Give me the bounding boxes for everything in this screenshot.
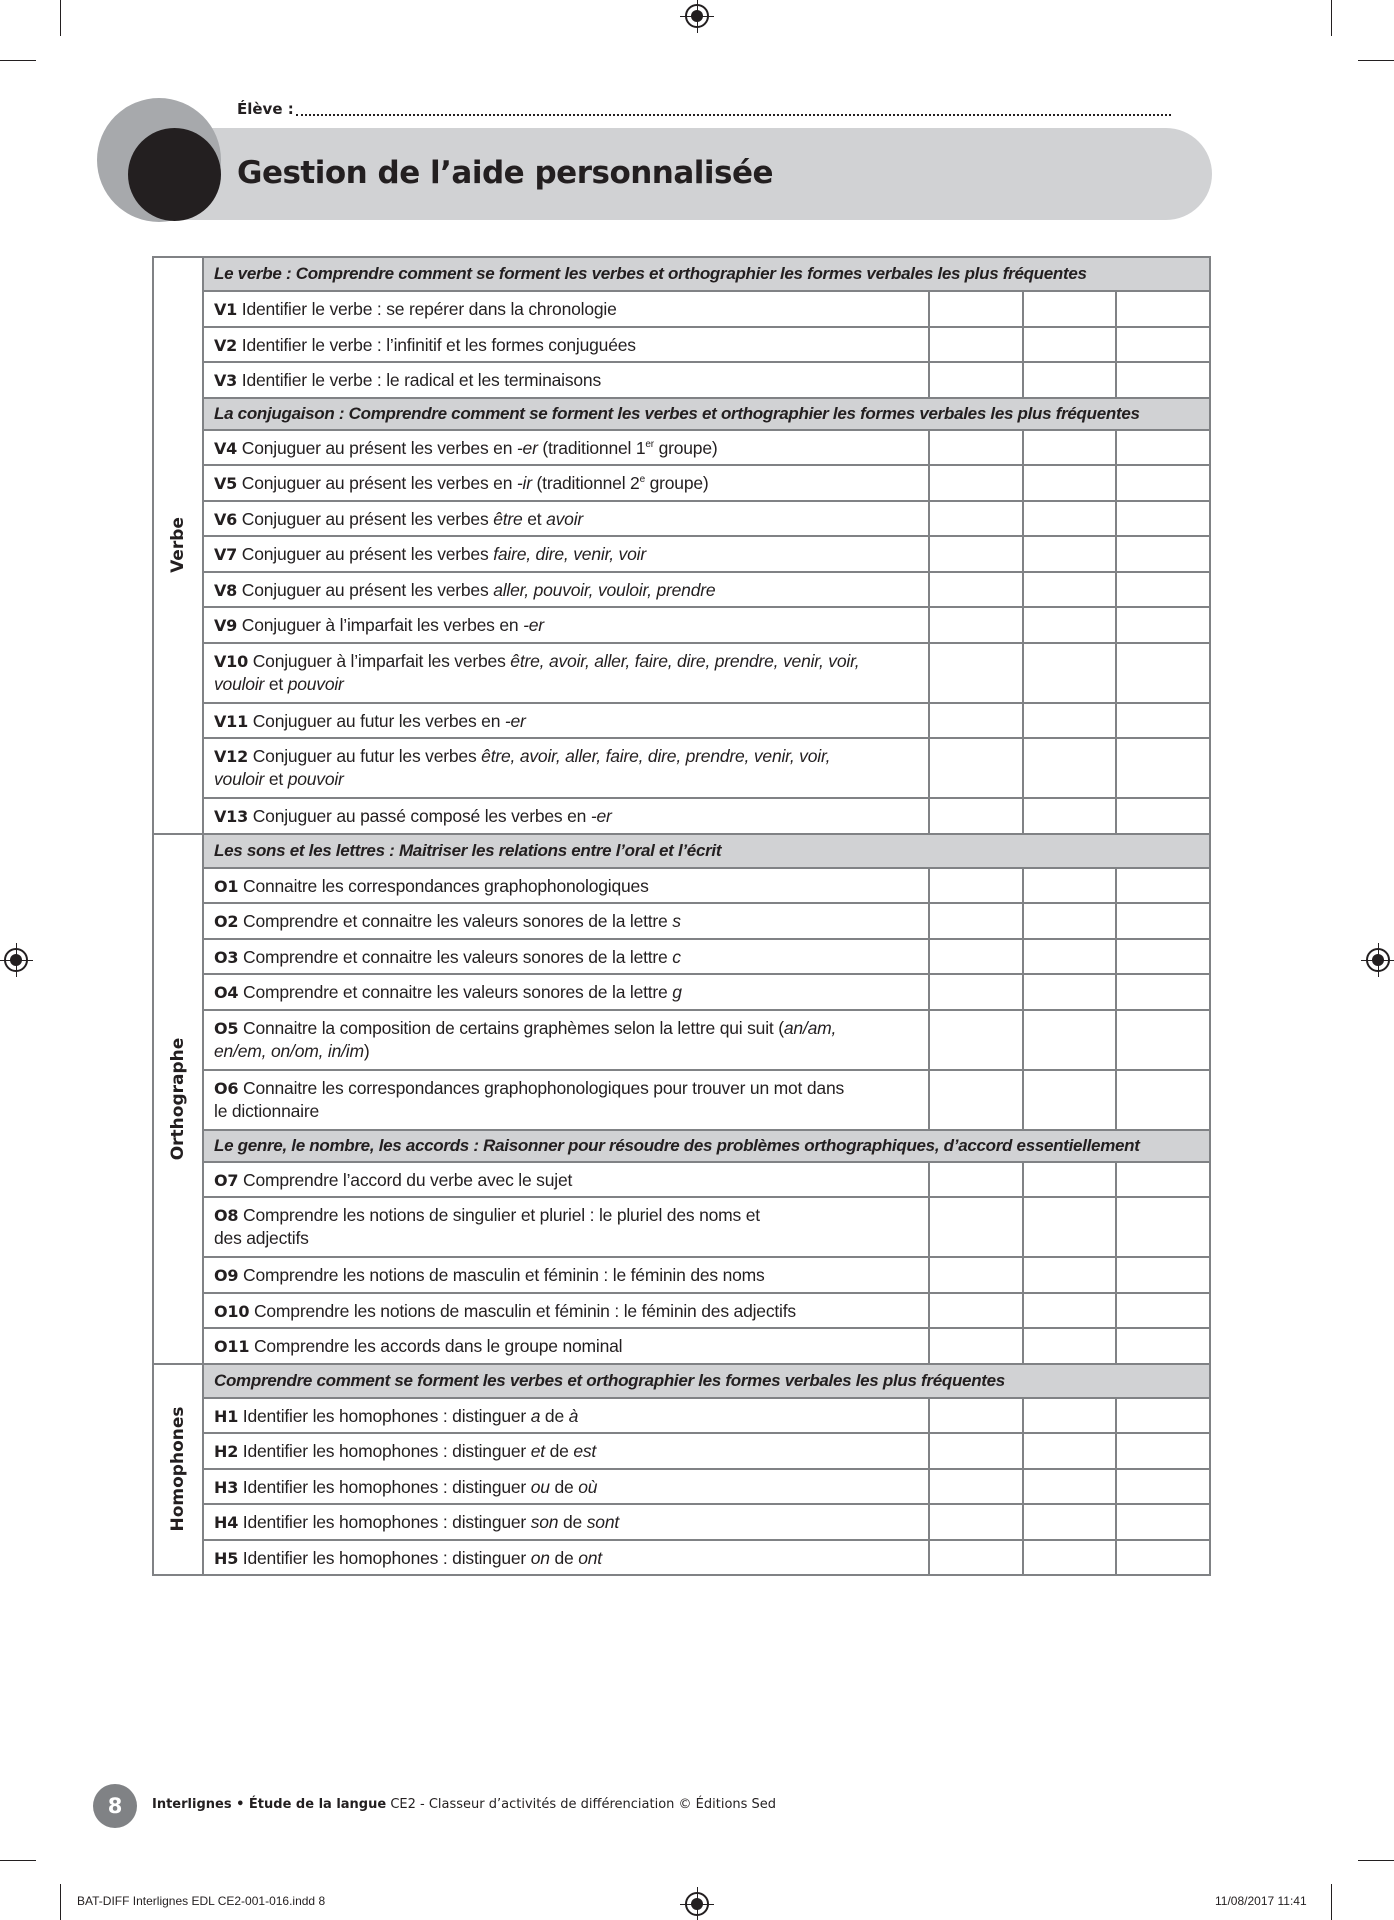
- crop-mark: [1358, 1860, 1394, 1861]
- check-cell[interactable]: [1115, 1505, 1209, 1539]
- check-cell[interactable]: [1115, 292, 1209, 326]
- item-text: O7 Comprendre l’accord du verbe avec le sujet: [214, 1169, 573, 1190]
- check-cell[interactable]: [1115, 739, 1209, 797]
- item-text: V7 Conjuguer au présent les verbes faire, dire, venir, voir: [214, 544, 646, 564]
- check-cell[interactable]: [928, 1470, 1022, 1504]
- check-cell[interactable]: [1115, 1470, 1209, 1504]
- check-cell[interactable]: [1115, 704, 1209, 738]
- table-row: [204, 326, 1209, 362]
- table-row: [204, 1432, 1209, 1468]
- block-heading: La conjugaison : Comprendre comment se forment les verbes et orthographier les formes verbales les plus fréquentes: [204, 397, 1209, 429]
- registration-mark-icon: [1366, 948, 1390, 972]
- check-cell[interactable]: [1115, 537, 1209, 571]
- check-cell[interactable]: [928, 1011, 1022, 1069]
- item-text: H3 Identifier les homophones : distinguer ou de où: [214, 1476, 598, 1497]
- check-cell[interactable]: [928, 1399, 1022, 1433]
- check-cell[interactable]: [928, 363, 1022, 397]
- crop-mark: [60, 1884, 61, 1920]
- check-cell[interactable]: [1115, 975, 1209, 1009]
- table-row: [204, 1327, 1209, 1363]
- table-row: [204, 606, 1209, 642]
- table-row: [204, 1009, 1209, 1069]
- check-cell[interactable]: [1022, 292, 1116, 326]
- check-cell[interactable]: [1115, 869, 1209, 903]
- check-cell[interactable]: [1022, 1258, 1116, 1292]
- registration-mark-icon: [685, 4, 709, 28]
- block-heading: Comprendre comment se forment les verbes et orthographier les formes verbales les plus fréquentes: [204, 1365, 1209, 1397]
- check-cell[interactable]: [1022, 1163, 1116, 1197]
- check-cell[interactable]: [928, 799, 1022, 833]
- item-text: O10 Comprendre les notions de masculin et féminin : le féminin des adjectifs: [214, 1300, 796, 1321]
- crop-mark: [1331, 1884, 1332, 1920]
- check-cell[interactable]: [928, 739, 1022, 797]
- check-cell[interactable]: [1115, 363, 1209, 397]
- check-cell[interactable]: [1022, 1294, 1116, 1328]
- section-orthographe: [154, 833, 1209, 1363]
- check-cell[interactable]: [1115, 1258, 1209, 1292]
- registration-mark-icon: [685, 1892, 709, 1916]
- check-cell[interactable]: [1115, 904, 1209, 938]
- item-text: O6 Connaitre les correspondances graphophonologiques pour trouver un mot dans le dictionnaire: [214, 1077, 845, 1121]
- item-text: V13 Conjuguer au passé composé les verbes en -er: [214, 806, 612, 826]
- check-cell[interactable]: [928, 608, 1022, 642]
- check-cell[interactable]: [1022, 704, 1116, 738]
- check-cell[interactable]: [1022, 363, 1116, 397]
- table-row: [204, 1397, 1209, 1433]
- check-cell[interactable]: [1115, 502, 1209, 536]
- check-cell[interactable]: [1022, 1541, 1116, 1575]
- item-text: O9 Comprendre les notions de masculin et féminin : le féminin des noms: [214, 1265, 765, 1285]
- check-cell[interactable]: [1022, 328, 1116, 362]
- item-text: V9 Conjuguer à l’imparfait les verbes en -er: [214, 615, 544, 635]
- check-cell[interactable]: [1022, 1399, 1116, 1433]
- check-cell[interactable]: [928, 1071, 1022, 1129]
- check-cell[interactable]: [1022, 940, 1116, 974]
- check-cell[interactable]: [928, 704, 1022, 738]
- check-cell[interactable]: [928, 537, 1022, 571]
- item-text: V3 Identifier le verbe : le radical et les terminaisons: [214, 370, 602, 390]
- check-cell[interactable]: [928, 904, 1022, 938]
- item-text: O11 Comprendre les accords dans le groupe nominal: [214, 1336, 623, 1356]
- item-text: O5 Connaitre la composition de certains graphèmes selon la lettre qui suit (an/am, en/em, on/om, in/im): [214, 1017, 837, 1061]
- section-label: Orthographe: [154, 835, 204, 1363]
- item-text: O8 Comprendre les notions de singulier et pluriel : le pluriel des noms et des adjectifs: [214, 1205, 760, 1248]
- page-number: 8: [93, 1784, 137, 1828]
- check-cell[interactable]: [1022, 573, 1116, 607]
- check-cell[interactable]: [1115, 1329, 1209, 1363]
- check-cell[interactable]: [928, 328, 1022, 362]
- print-slug-file: BAT-DIFF Interlignes EDL CE2-001-016.indd 8: [77, 1894, 326, 1908]
- check-cell[interactable]: [1115, 940, 1209, 974]
- table-row: [204, 702, 1209, 738]
- table-row: [204, 1256, 1209, 1292]
- block-heading: Les sons et les lettres : Maitriser les relations entre l’oral et l’écrit: [204, 835, 1209, 867]
- check-cell[interactable]: [928, 292, 1022, 326]
- section-label: Verbe: [154, 258, 204, 833]
- item-text: V8 Conjuguer au présent les verbes aller, pouvoir, vouloir, prendre: [214, 579, 716, 600]
- check-cell[interactable]: [1115, 328, 1209, 362]
- section-verbe: [154, 258, 1209, 833]
- table-row: [204, 973, 1209, 1009]
- check-cell[interactable]: [1022, 904, 1116, 938]
- check-cell[interactable]: [1115, 1294, 1209, 1328]
- check-cell[interactable]: [928, 869, 1022, 903]
- check-cell[interactable]: [1022, 537, 1116, 571]
- check-cell[interactable]: [1115, 799, 1209, 833]
- check-cell[interactable]: [928, 1294, 1022, 1328]
- check-cell[interactable]: [1022, 975, 1116, 1009]
- item-text: H1 Identifier les homophones : distinguer a de à: [214, 1405, 579, 1426]
- item-text: O1 Connaitre les correspondances graphophonologiques: [214, 875, 649, 896]
- check-cell[interactable]: [1115, 608, 1209, 642]
- check-cell[interactable]: [928, 1163, 1022, 1197]
- crop-mark: [1358, 60, 1394, 61]
- item-text: V12 Conjuguer au futur les verbes être, avoir, aller, faire, dire, prendre, venir, voir, vouloir et pouvoir: [214, 746, 831, 789]
- check-cell[interactable]: [928, 431, 1022, 465]
- check-cell[interactable]: [1022, 644, 1116, 702]
- item-text: V6 Conjuguer au présent les verbes être et avoir: [214, 508, 584, 529]
- item-text: O2 Comprendre et connaitre les valeurs sonores de la lettre s: [214, 911, 681, 931]
- crop-mark: [1331, 0, 1332, 36]
- check-cell[interactable]: [928, 1198, 1022, 1256]
- check-cell[interactable]: [1115, 1541, 1209, 1575]
- table-row: [204, 1196, 1209, 1256]
- crop-mark: [0, 1860, 36, 1861]
- item-text: V5 Conjuguer au présent les verbes en -ir (traditionnel 2e groupe): [214, 473, 709, 493]
- section-label: Homophones: [154, 1365, 204, 1575]
- check-cell[interactable]: [1022, 431, 1116, 465]
- student-name-line[interactable]: [296, 114, 1171, 116]
- check-cell[interactable]: [1022, 739, 1116, 797]
- check-cell[interactable]: [928, 940, 1022, 974]
- check-cell[interactable]: [1115, 1011, 1209, 1069]
- table-row: [204, 361, 1209, 397]
- help-tracking-table: [152, 256, 1211, 1576]
- item-text: V10 Conjuguer à l’imparfait les verbes être, avoir, aller, faire, dire, prendre, venir, voir, vouloir et pouvoir: [214, 650, 860, 694]
- check-cell[interactable]: [1022, 608, 1116, 642]
- check-cell[interactable]: [1022, 502, 1116, 536]
- table-row: [204, 1539, 1209, 1575]
- check-cell[interactable]: [1115, 573, 1209, 607]
- table-row: [204, 290, 1209, 326]
- item-text: V11 Conjuguer au futur les verbes en -er: [214, 710, 526, 731]
- table-row: [204, 938, 1209, 974]
- table-row: [204, 902, 1209, 938]
- student-label: Élève :: [237, 100, 294, 118]
- check-cell[interactable]: [928, 1434, 1022, 1468]
- item-text: H4 Identifier les homophones : distinguer son de sont: [214, 1512, 620, 1532]
- check-cell[interactable]: [928, 975, 1022, 1009]
- check-cell[interactable]: [928, 1541, 1022, 1575]
- check-cell[interactable]: [1115, 1399, 1209, 1433]
- check-cell[interactable]: [928, 1258, 1022, 1292]
- check-cell[interactable]: [1022, 1470, 1116, 1504]
- print-slug-date: 11/08/2017 11:41: [1215, 1894, 1307, 1908]
- item-text: V4 Conjuguer au présent les verbes en -er (traditionnel 1er groupe): [214, 437, 718, 458]
- table-row: [204, 797, 1209, 833]
- table-row: [204, 500, 1209, 536]
- item-text: H5 Identifier les homophones : distinguer on de ont: [214, 1547, 602, 1568]
- check-cell[interactable]: [1115, 1163, 1209, 1197]
- check-cell[interactable]: [928, 644, 1022, 702]
- block-heading: Le genre, le nombre, les accords : Raisonner pour résoudre des problèmes orthographiques, d’accord essentiellement: [204, 1129, 1209, 1161]
- footer-credit: Interlignes • Étude de la langue CE2 - Classeur d’activités de différenciation © Éditions Sed: [152, 1797, 777, 1812]
- crop-mark: [60, 0, 61, 36]
- check-cell[interactable]: [1022, 1198, 1116, 1256]
- table-row: [204, 642, 1209, 702]
- registration-mark-icon: [4, 948, 28, 972]
- table-row: [204, 464, 1209, 500]
- item-text: H2 Identifier les homophones : distinguer et de est: [214, 1441, 597, 1461]
- item-text: O4 Comprendre et connaitre les valeurs sonores de la lettre g: [214, 982, 682, 1002]
- check-cell[interactable]: [1115, 1434, 1209, 1468]
- check-cell[interactable]: [928, 1329, 1022, 1363]
- table-row: [204, 571, 1209, 607]
- check-cell[interactable]: [1022, 466, 1116, 500]
- check-cell[interactable]: [928, 502, 1022, 536]
- check-cell[interactable]: [1022, 799, 1116, 833]
- table-row: [204, 1468, 1209, 1504]
- item-text: O3 Comprendre et connaitre les valeurs sonores de la lettre c: [214, 946, 681, 967]
- item-text: V2 Identifier le verbe : l’infinitif et les formes conjuguées: [214, 334, 636, 355]
- page-title: Gestion de l’aide personnalisée: [237, 155, 774, 191]
- table-row: [204, 1503, 1209, 1539]
- table-row: [204, 429, 1209, 465]
- check-cell[interactable]: [928, 1505, 1022, 1539]
- crop-mark: [0, 60, 36, 61]
- table-row: [204, 1161, 1209, 1197]
- check-cell[interactable]: [1115, 431, 1209, 465]
- check-cell[interactable]: [1022, 1011, 1116, 1069]
- table-row: [204, 867, 1209, 903]
- section-homophones: [154, 1363, 1209, 1575]
- check-cell[interactable]: [1115, 1071, 1209, 1129]
- check-cell[interactable]: [1022, 869, 1116, 903]
- item-text: V1 Identifier le verbe : se repérer dans la chronologie: [214, 299, 617, 319]
- check-cell[interactable]: [1115, 1198, 1209, 1256]
- table-row: [204, 1069, 1209, 1129]
- check-cell[interactable]: [1022, 1071, 1116, 1129]
- check-cell[interactable]: [1022, 1505, 1116, 1539]
- check-cell[interactable]: [928, 573, 1022, 607]
- check-cell[interactable]: [1115, 644, 1209, 702]
- check-cell[interactable]: [1022, 1329, 1116, 1363]
- header-circle-inner: [128, 128, 221, 221]
- table-row: [204, 535, 1209, 571]
- table-row: [204, 1292, 1209, 1328]
- check-cell[interactable]: [1022, 1434, 1116, 1468]
- check-cell[interactable]: [928, 466, 1022, 500]
- block-heading: Le verbe : Comprendre comment se forment les verbes et orthographier les formes verbales les plus fréquentes: [204, 258, 1209, 290]
- check-cell[interactable]: [1115, 466, 1209, 500]
- table-row: [204, 737, 1209, 797]
